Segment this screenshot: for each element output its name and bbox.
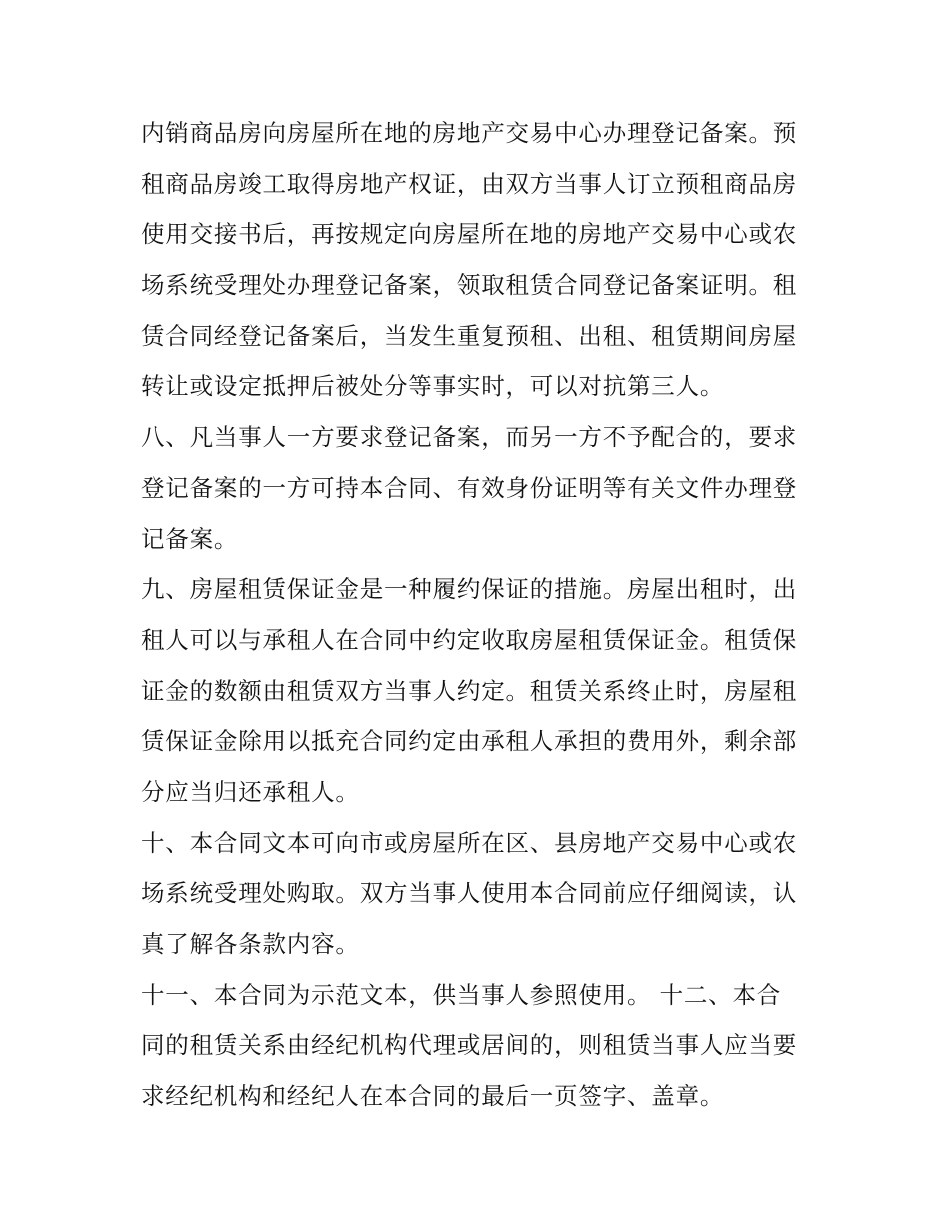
text-line: 证金的数额由租赁双方当事人约定。租赁关系终止时，房屋租 (141, 676, 798, 705)
text-line: 分应当归还承租人。 (141, 777, 360, 806)
text-line: 租商品房竣工取得房地产权证，由双方当事人订立预租商品房 (141, 169, 798, 198)
text-line: 同的租赁关系由经纪机构代理或居间的，则租赁当事人应当要 (141, 1031, 798, 1060)
text-line: 使用交接书后，再按规定向房屋所在地的房地产交易中心或农 (141, 220, 798, 249)
clause-10-line: 十、本合同文本可向市或房屋所在区、县房地产交易中心或农 (141, 828, 798, 857)
clause-8-line: 八、凡当事人一方要求登记备案，而另一方不予配合的，要求 (141, 423, 798, 452)
text-line: 内销商品房向房屋所在地的房地产交易中心办理登记备案。预 (141, 119, 798, 147)
text-line: 场系统受理处办理登记备案，领取租赁合同登记备案证明。租 (141, 271, 798, 300)
text-line: 场系统受理处购取。双方当事人使用本合同前应仔细阅读，认 (141, 879, 798, 908)
clause-9-line: 九、房屋租赁保证金是一种履约保证的措施。房屋出租时，出 (141, 575, 798, 604)
text-line: 真了解各条款内容。 (141, 930, 360, 958)
contract-notes-text (141, 108, 821, 1122)
text-line: 转让或设定抵押后被处分等事实时，可以对抗第三人。 (141, 372, 725, 401)
text-line: 求经纪机构和经纪人在本合同的最后一页签字、盖章。 (141, 1082, 725, 1111)
clause-11-line: 十一、本合同为示范文本，供当事人参照使用。 十二、本合 (141, 980, 782, 1009)
text-line: 赁保证金除用以抵充合同约定由承租人承担的费用外，剩余部 (141, 727, 798, 756)
text-line: 记备案。 (141, 524, 239, 553)
text-line: 登记备案的一方可持本合同、有效身份证明等有关文件办理登 (141, 473, 798, 502)
text-line: 租人可以与承租人在合同中约定收取房屋租赁保证金。租赁保 (141, 625, 798, 654)
text-line: 赁合同经登记备案后，当发生重复预租、出租、租赁期间房屋 (141, 321, 798, 350)
